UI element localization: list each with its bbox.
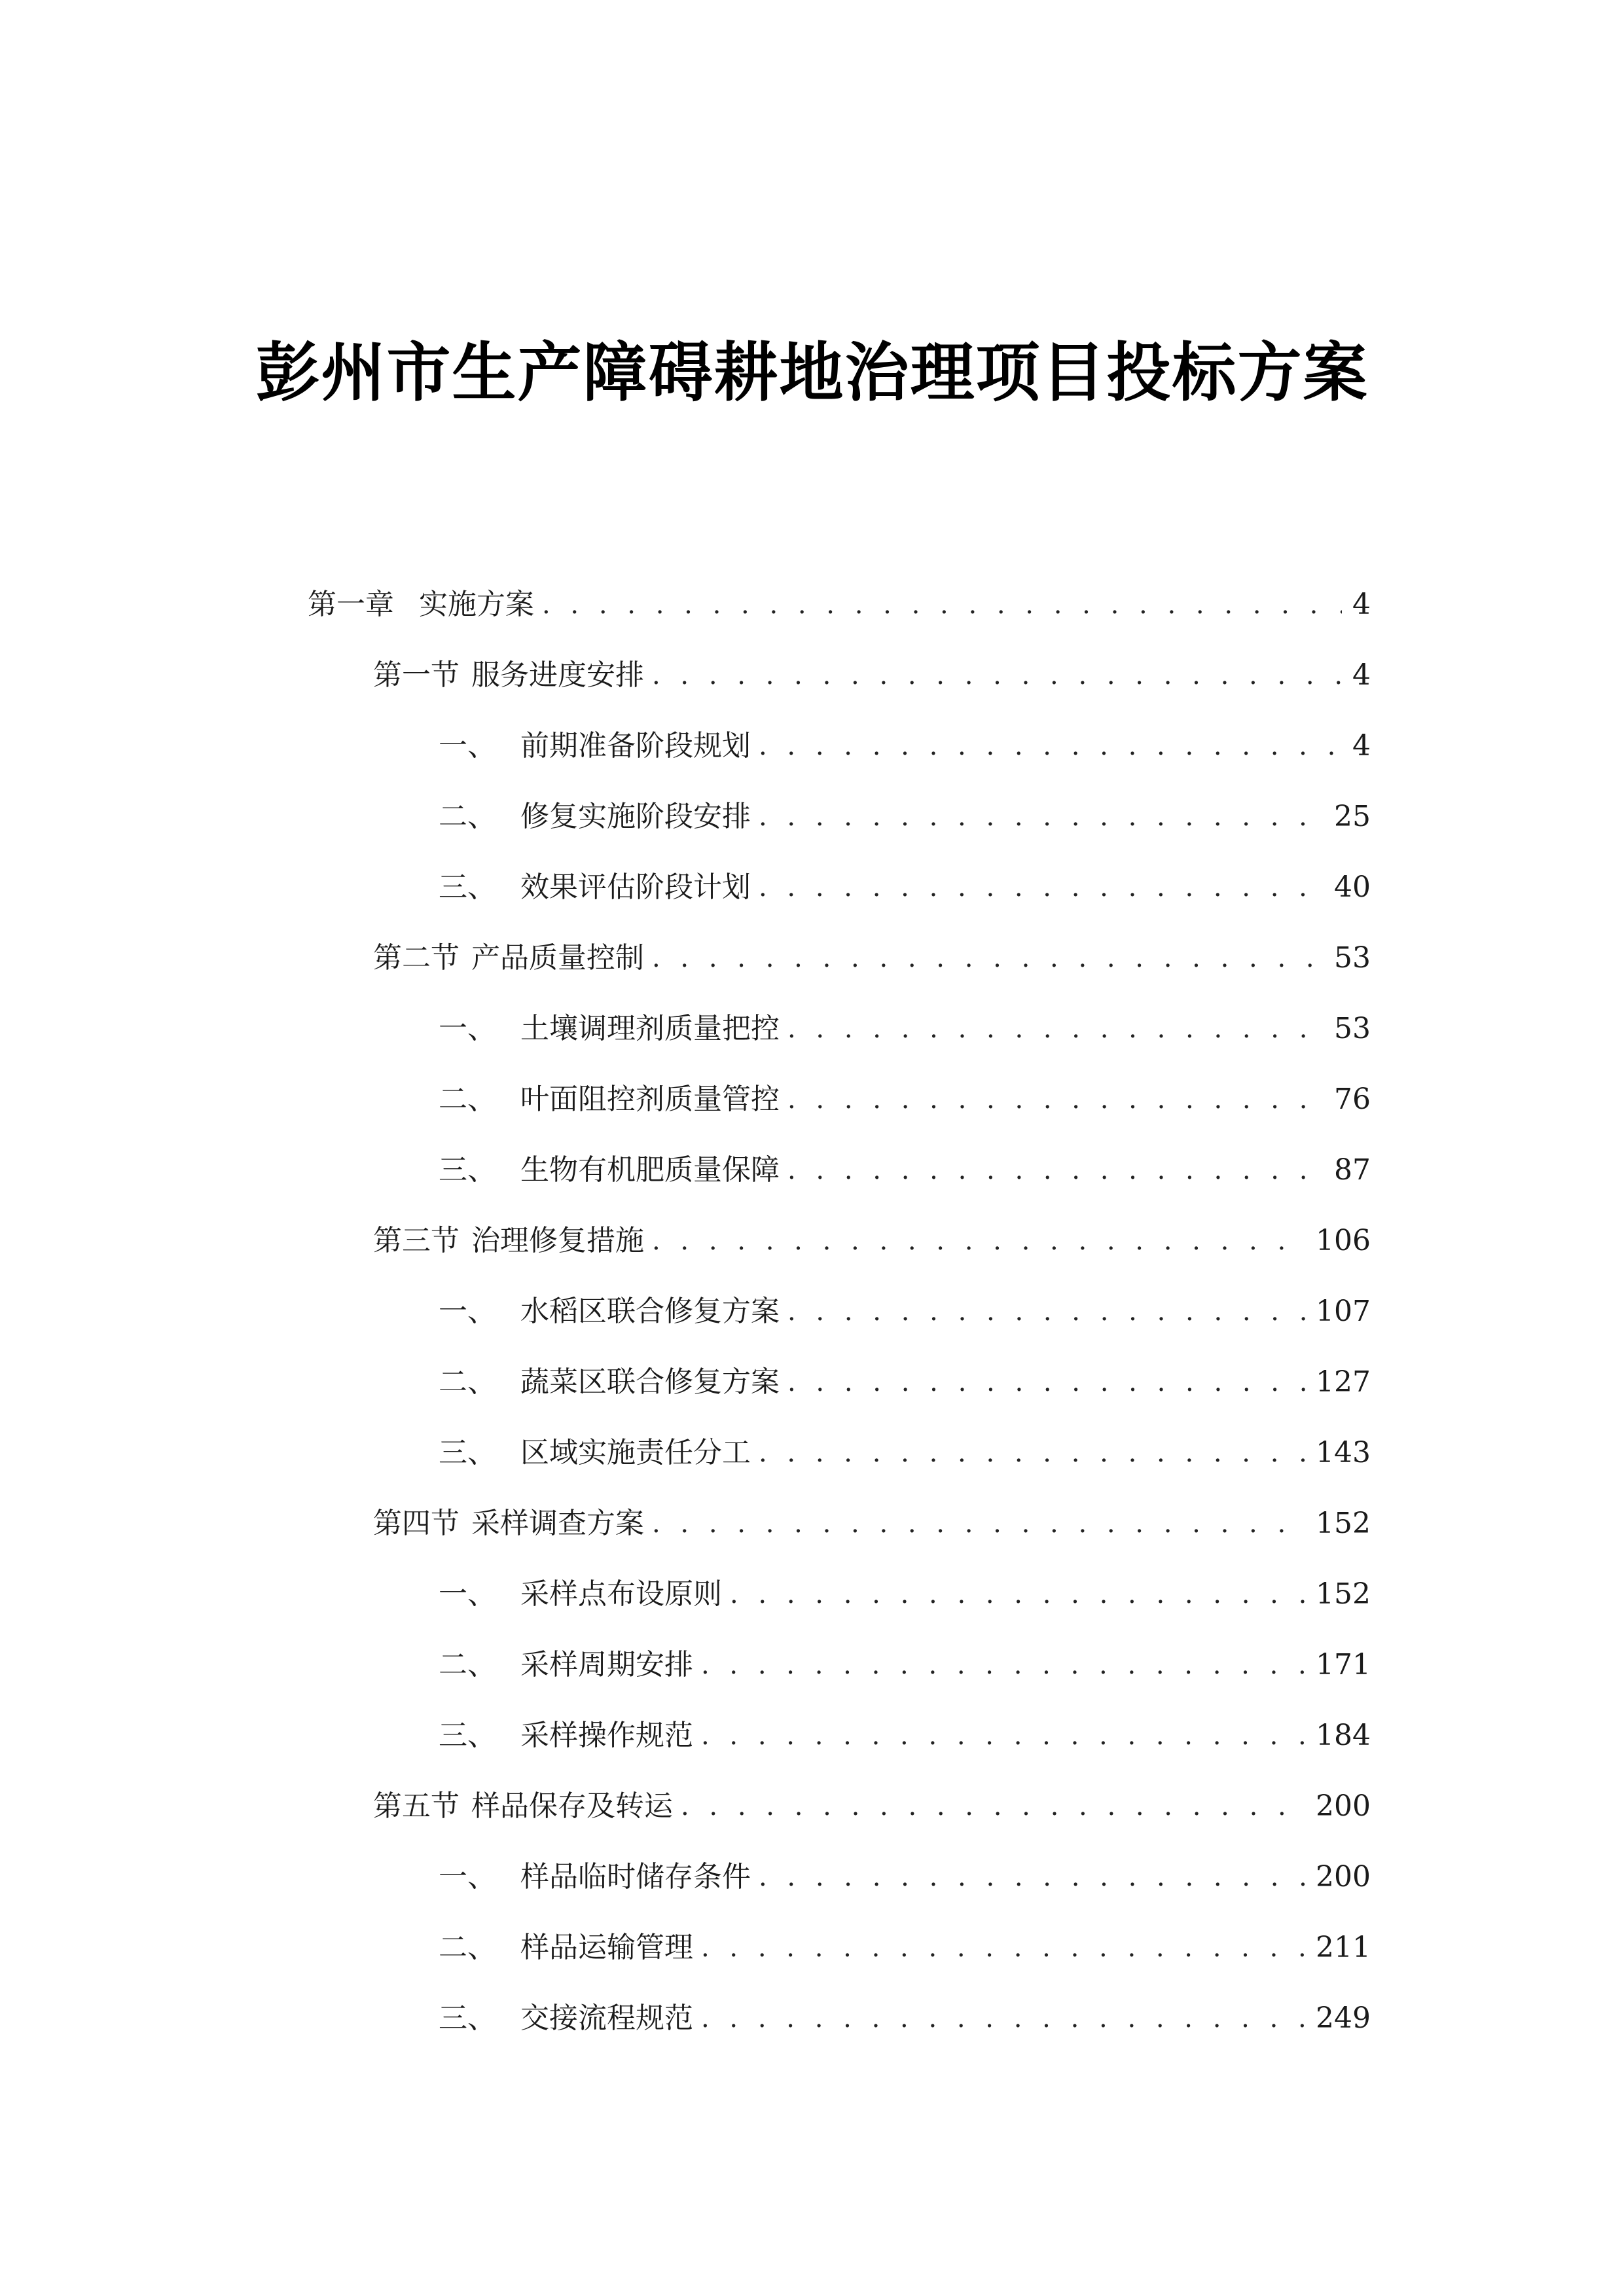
toc-chapter-1[interactable] [308, 569, 1371, 640]
toc-section-1-3[interactable] [373, 1206, 1371, 1276]
toc-dot-leader [652, 939, 1324, 978]
toc-dot-leader [759, 726, 1342, 766]
toc-entry-page: 4 [1352, 658, 1371, 692]
toc-dot-leader [652, 1504, 1305, 1543]
toc-entry-number: 一、 [439, 1860, 496, 1893]
toc-entry-label: 采样点布设原则 [520, 1577, 722, 1611]
toc-entry-label: 叶面阻控剂质量管控 [520, 1083, 780, 1116]
toc-item[interactable] [439, 1700, 1371, 1771]
toc-entry-page: 106 [1316, 1224, 1371, 1257]
toc-item[interactable] [439, 1842, 1371, 1912]
toc-entry-page: 40 [1334, 870, 1371, 904]
toc-section-1-1[interactable] [373, 640, 1371, 711]
toc-entry-label: 前期准备阶段规划 [520, 729, 751, 762]
toc-dot-leader [787, 1292, 1305, 1331]
toc-entry-number: 二、 [439, 800, 496, 833]
toc-item[interactable] [439, 711, 1371, 781]
toc-entry-page: 152 [1316, 1577, 1371, 1611]
toc-item[interactable] [439, 1912, 1371, 1983]
toc-entry-page: 53 [1334, 941, 1371, 975]
toc-entry-number: 第四节 [373, 1507, 460, 1540]
toc-entry-page: 152 [1316, 1507, 1371, 1540]
toc-entry-number: 三、 [439, 2001, 496, 2035]
toc-entry-label: 水稻区联合修复方案 [520, 1295, 780, 1328]
toc-dot-leader [652, 656, 1342, 695]
toc-dot-leader [787, 1151, 1324, 1190]
toc-entry-number: 三、 [439, 870, 496, 904]
toc-entry-label: 生物有机肥质量保障 [520, 1153, 780, 1187]
toc-entry-number: 第二节 [373, 941, 460, 975]
toc-entry-page: 127 [1316, 1365, 1371, 1399]
toc-entry-page: 171 [1316, 1648, 1371, 1681]
toc-entry-label: 样品运输管理 [520, 1931, 693, 1964]
toc-item[interactable] [439, 1630, 1371, 1700]
toc-entry-number: 三、 [439, 1719, 496, 1752]
toc-dot-leader [787, 1009, 1324, 1049]
toc-entry-label: 样品临时储存条件 [520, 1860, 751, 1893]
toc-section-1-4[interactable] [373, 1488, 1371, 1559]
toc-dot-leader [701, 1999, 1305, 2038]
toc-entry-page: 53 [1334, 1012, 1371, 1045]
toc-item[interactable] [439, 852, 1371, 923]
toc-entry-page: 249 [1316, 2001, 1371, 2035]
toc-dot-leader [730, 1575, 1305, 1614]
toc-dot-leader [701, 1928, 1305, 1967]
toc-entry-number: 二、 [439, 1083, 496, 1116]
toc-entry-label: 样品保存及转运 [471, 1789, 673, 1823]
toc-entry-page: 87 [1334, 1153, 1371, 1187]
toc-item[interactable] [439, 1135, 1371, 1206]
toc-dot-leader [701, 1645, 1305, 1685]
toc-entry-label: 效果评估阶段计划 [520, 870, 751, 904]
toc-item[interactable] [439, 1064, 1371, 1135]
toc-dot-leader [542, 585, 1342, 624]
toc-dot-leader [759, 797, 1324, 836]
toc-dot-leader [759, 868, 1324, 907]
toc-entry-label: 采样调查方案 [471, 1507, 644, 1540]
toc-entry-label: 交接流程规范 [520, 2001, 693, 2035]
toc-entry-label: 蔬菜区联合修复方案 [520, 1365, 780, 1399]
toc-dot-leader [681, 1787, 1305, 1826]
toc-dot-leader [759, 1433, 1305, 1473]
toc-entry-label: 服务进度安排 [471, 658, 644, 692]
toc-entry-page: 4 [1352, 729, 1371, 762]
toc-item[interactable] [439, 1983, 1371, 2054]
toc-entry-number: 二、 [439, 1648, 496, 1681]
toc-dot-leader [787, 1363, 1305, 1402]
toc-item[interactable] [439, 1347, 1371, 1418]
toc-entry-page: 200 [1316, 1789, 1371, 1823]
toc-entry-number: 三、 [439, 1153, 496, 1187]
toc-entry-page: 200 [1316, 1860, 1371, 1893]
toc-entry-label: 治理修复措施 [471, 1224, 644, 1257]
toc-dot-leader [701, 1716, 1305, 1755]
toc-item[interactable] [439, 1559, 1371, 1630]
toc-item[interactable] [439, 1276, 1371, 1347]
toc-entry-page: 107 [1316, 1295, 1371, 1328]
toc-entry-number: 一、 [439, 1577, 496, 1611]
toc-entry-page: 76 [1334, 1083, 1371, 1116]
toc-entry-label: 土壤调理剂质量把控 [520, 1012, 780, 1045]
toc-dot-leader [759, 1857, 1305, 1897]
toc-entry-page: 25 [1334, 800, 1371, 833]
toc-item[interactable] [439, 1418, 1371, 1488]
toc-entry-page: 184 [1316, 1719, 1371, 1752]
toc-entry-number: 第一章 [308, 588, 394, 621]
document-title: 彭州市生产障碍耕地治理项目投标方案 [255, 335, 1369, 410]
toc-entry-number: 第五节 [373, 1789, 460, 1823]
toc-dot-leader [652, 1221, 1305, 1261]
toc-item[interactable] [439, 994, 1371, 1064]
toc-dot-leader [787, 1080, 1324, 1119]
toc-entry-number: 二、 [439, 1931, 496, 1964]
toc-entry-number: 三、 [439, 1436, 496, 1469]
toc-entry-number: 一、 [439, 1012, 496, 1045]
toc-entry-page: 211 [1316, 1931, 1371, 1964]
toc-section-1-2[interactable] [373, 923, 1371, 994]
toc-entry-label: 产品质量控制 [471, 941, 644, 975]
toc-entry-number: 一、 [439, 1295, 496, 1328]
toc-entry-label: 实施方案 [419, 588, 534, 621]
toc-entry-label: 采样操作规范 [520, 1719, 693, 1752]
toc-entry-number: 二、 [439, 1365, 496, 1399]
toc-entry-page: 4 [1352, 588, 1371, 621]
toc-entry-label: 采样周期安排 [520, 1648, 693, 1681]
toc-entry-label: 修复实施阶段安排 [520, 800, 751, 833]
toc-item[interactable] [439, 781, 1371, 852]
toc-entry-number: 第三节 [373, 1224, 460, 1257]
toc-entry-number: 第一节 [373, 658, 460, 692]
toc-entry-label: 区域实施责任分工 [520, 1436, 751, 1469]
toc-entry-number: 一、 [439, 729, 496, 762]
toc-entry-page: 143 [1316, 1436, 1371, 1469]
toc-section-1-5[interactable] [373, 1771, 1371, 1842]
